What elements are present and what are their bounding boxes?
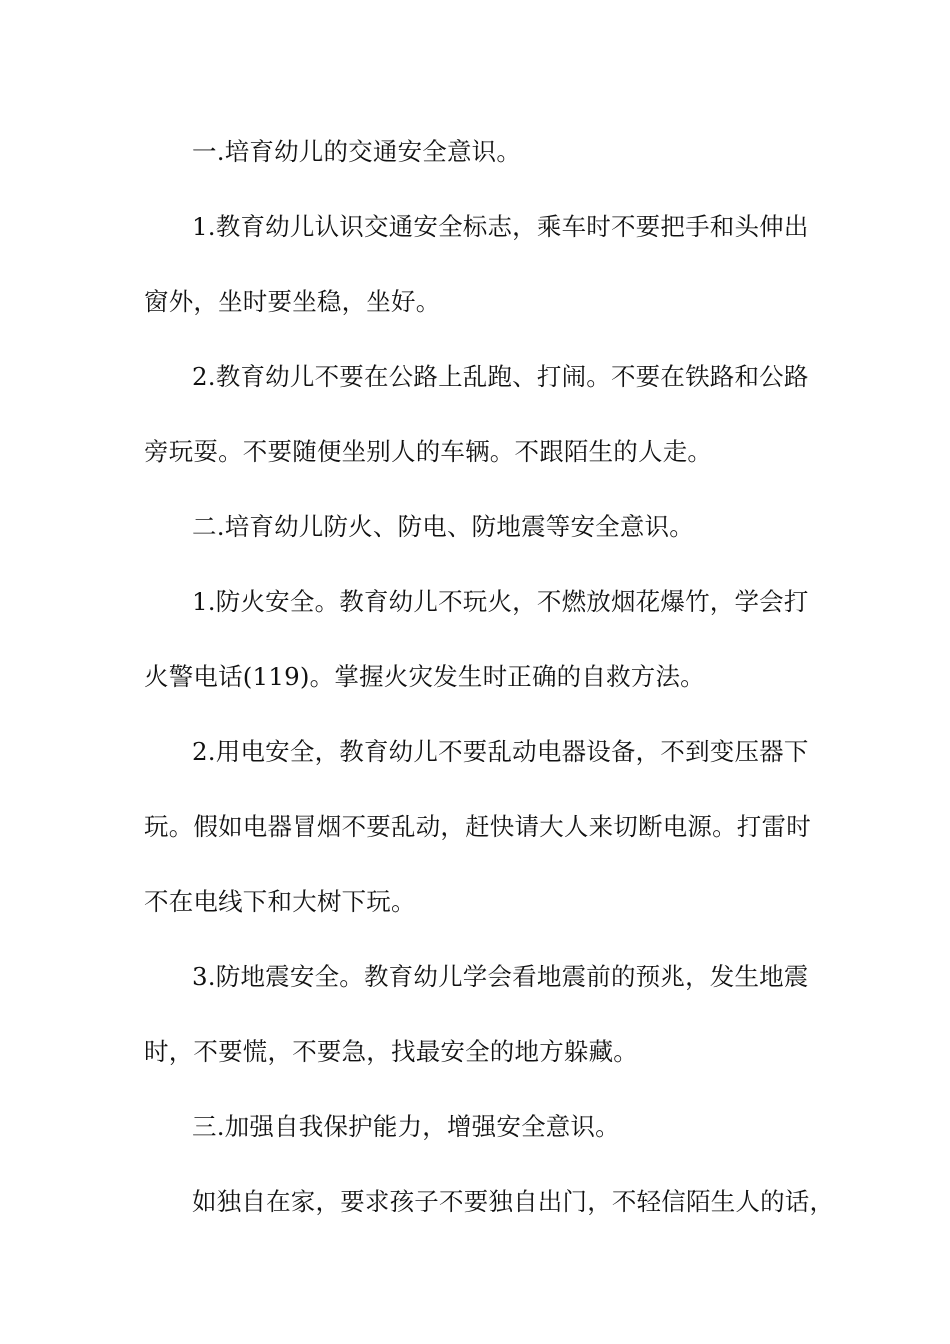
paragraph-line: 1.教育幼儿认识交通安全标志，乘车时不要把手和头伸出	[192, 212, 809, 241]
paragraph-line: 2.用电安全，教育幼儿不要乱动电器设备，不到变压器下	[192, 737, 809, 766]
paragraph-line: 2.教育幼儿不要在公路上乱跑、打闹。不要在铁路和公路	[192, 362, 809, 391]
paragraph-line: 旁玩耍。不要随便坐别人的车辆。不跟陌生的人走。	[144, 437, 713, 466]
paragraph-line: 玩。假如电器冒烟不要乱动，赶快请大人来切断电源。打雷时	[144, 812, 811, 841]
section-heading-3: 三.加强自我保护能力，增强安全意识。	[192, 1112, 620, 1141]
section-heading-2: 二.培育幼儿防火、防电、防地震等安全意识。	[192, 512, 694, 541]
paragraph-line: 窗外，坐时要坐稳，坐好。	[144, 287, 441, 316]
paragraph-line: 时，不要慌，不要急，找最安全的地方躲藏。	[144, 1037, 638, 1066]
paragraph-line: 1.防火安全。教育幼儿不玩火，不燃放烟花爆竹，学会打	[192, 587, 809, 616]
section-heading-1: 一.培育幼儿的交通安全意识。	[192, 137, 522, 166]
paragraph-line: 如独自在家，要求孩子不要独自出门，不轻信陌生人的话，	[192, 1187, 835, 1216]
paragraph-line: 不在电线下和大树下玩。	[144, 887, 416, 916]
paragraph-line: 火警电话(119)。掌握火灾发生时正确的自救方法。	[144, 662, 705, 691]
paragraph-line: 3.防地震安全。教育幼儿学会看地震前的预兆，发生地震	[192, 962, 809, 991]
